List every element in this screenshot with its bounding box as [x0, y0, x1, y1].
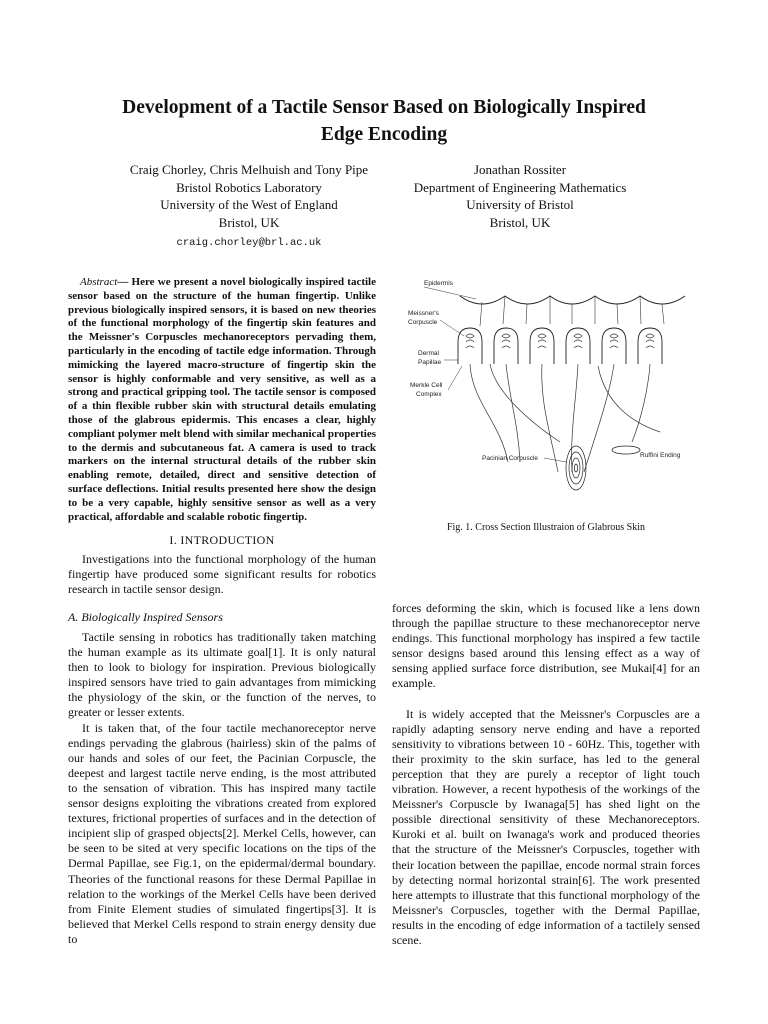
- title-line-2: Edge Encoding: [320, 124, 448, 145]
- label-epidermis: Epidermis: [424, 280, 453, 287]
- intro-paragraph: [68, 552, 376, 597]
- author-block-right: [400, 161, 640, 231]
- epidermis-surface: [460, 296, 685, 304]
- pacinian-corpuscle: [566, 446, 586, 490]
- author-names-left: Craig Chorley, Chris Melhuish and Tony Pipe: [129, 162, 369, 177]
- label-dermal-1: Dermal: [418, 350, 439, 357]
- author-city-left: Bristol, UK: [218, 214, 280, 230]
- author-block-left: [110, 161, 388, 253]
- skin-cross-section-figure: [400, 272, 700, 494]
- title-line-1: Development of a Tactile Sensor Based on Biologically Inspired: [122, 97, 646, 118]
- intro-text: Investigations into the functional morphology of the human fingertip have produced some significant results for robotics research in tactile sensor design.: [68, 552, 376, 597]
- abstract-text: — Here we present a novel biologically inspired tactile sensor based on the structure of the human fingertip. Unlike previous biologically inspired sensors, it is based on new theories of the functional morphology of the fingertip skin features and the Meissner's Corpuscles mechanoreceptors pervading them, particularly in the encoding of tactile edge information. Through mimicking the layered macro-structure of fingertip skin the sensor is highly conformable and very sensitive, as well as a strong and practical gripping tool. The tactile sensor is composed of a thin flexible rubber skin with structural details emulating those of the glabrous epidermis. This encases a clear, highly compliant polymer melt blend with similar mechanical properties to the dermis and subcutaneous fat. A camera is used to track markers on the internal structural details of the rubber skin enabling remote, detailed, direct and sensitive detection of surface deflections. Initial results presented here show the design to be a very capable, highly sensitive sensor as well as a very practical, affordable and scalable robotic fingertip.: [68, 276, 376, 523]
- ruffini-ending: [612, 446, 640, 454]
- subsection-heading: A. Biologically Inspired Sensors: [68, 610, 223, 624]
- dermal-papillae: [458, 328, 662, 364]
- author-city-right: Bristol, UK: [489, 214, 551, 230]
- epidermis-cells: [480, 296, 664, 326]
- author-university-left: University of the West of England: [160, 197, 338, 212]
- author-email[interactable]: craig.chorley@brl.ac.uk: [176, 237, 322, 249]
- label-pacinian: Pacinian Corpuscle: [482, 455, 539, 462]
- label-ruffini: Ruffini Ending: [640, 452, 681, 459]
- abstract-label: Abstract: [80, 276, 118, 288]
- paragraph-left-1: Tactile sensing in robotics has traditionally taken matching the human example as its ultimate goal[1]. It is only natural then to look to biology for inspiration. Previous biologically inspired sensors have tried to gain advantages from mimicking the physiology of the skin, or the function of the nerves, to greater or lesser extents.: [68, 630, 376, 720]
- section-heading-introduction: I. INTRODUCTION: [169, 533, 275, 547]
- abstract: [68, 276, 376, 524]
- author-lab: Bristol Robotics Laboratory: [176, 179, 322, 195]
- label-merkel-2: Complex: [416, 391, 442, 398]
- author-names-right: Jonathan Rossiter: [473, 162, 567, 177]
- figure-caption: Fig. 1. Cross Section Illustraion of Glabrous Skin: [446, 522, 646, 533]
- right-column-body: [392, 601, 700, 948]
- left-column-body: [68, 630, 376, 947]
- paragraph-right-1: forces deforming the skin, which is focused like a lens down through the papillae structure to these mechanoreceptor nerve endings. This functional morphology has inspired a few tactile sensor designs based around this lensing effect as a way of sensing applied surface force distribution, see Mukai[4] for an example.: [392, 601, 700, 691]
- author-dept: Department of Engineering Mathematics: [413, 179, 627, 195]
- label-merkel-1: Merkle Cell: [410, 382, 443, 389]
- paragraph-left-2: It is taken that, of the four tactile mechanoreceptor nerve endings pervading the glabrous (hairless) skin of the palms of our hands and soles of our feet, the Pacinian Corpuscle, the deepest and largest tactile nerve ending, is the most attributed to the sensation of vibration. This has inspired many tactile sensor designs exploiting the vibrations created from explored textures, frictional properties of surfaces and in the detection of incipient slip of grasped objects[2]. Merkel Cells, however, can be seen to be sited at very specific locations on the tips of the Dermal Papillae, see Fig.1, on the epidermal/dermal boundary. Theories of the functional reasons for these Dermal Papillae in relation to the workings of the Merkel Cells have been derived from Finite Element studies of simulated fingertips[3]. It is believed that Merkel Cells respond to strain energy density due to: [68, 720, 376, 946]
- label-meissner-1: Meissner's: [408, 310, 439, 317]
- label-dermal-2: Papillae: [418, 359, 442, 366]
- paper-title: [60, 94, 708, 148]
- paragraph-right-2: It is widely accepted that the Meissner's Corpuscles are a rapidly adapting sensory nerve ending and have a reported sensitivity to vibrations between 10 - 60Hz. This, together with their proximity to the skin surface, has led to the general perception that they are purely a receptor of light touch vibration. However, a recent hypothesis of the workings of the Meissner's Corpuscle by Iwanaga[5] has shed light on the possible directional sensitivity of these Mechanoreceptors. Kuroki et al. built on Iwanaga's work and produced theories that the structure of the Meissner's Corpuscles, together with their location between the papillae, encode normal strain forces by detecting normal horizontal strain[6]. The work presented here attempts to illustrate that this functional morphology of the Meissner's Corpuscles, together with the Dermal Papillae, results in the encoding of edge information of a tactilely sensed scene.: [392, 706, 700, 947]
- author-university-right: University of Bristol: [466, 197, 574, 212]
- label-meissner-2: Corpuscle: [408, 319, 438, 326]
